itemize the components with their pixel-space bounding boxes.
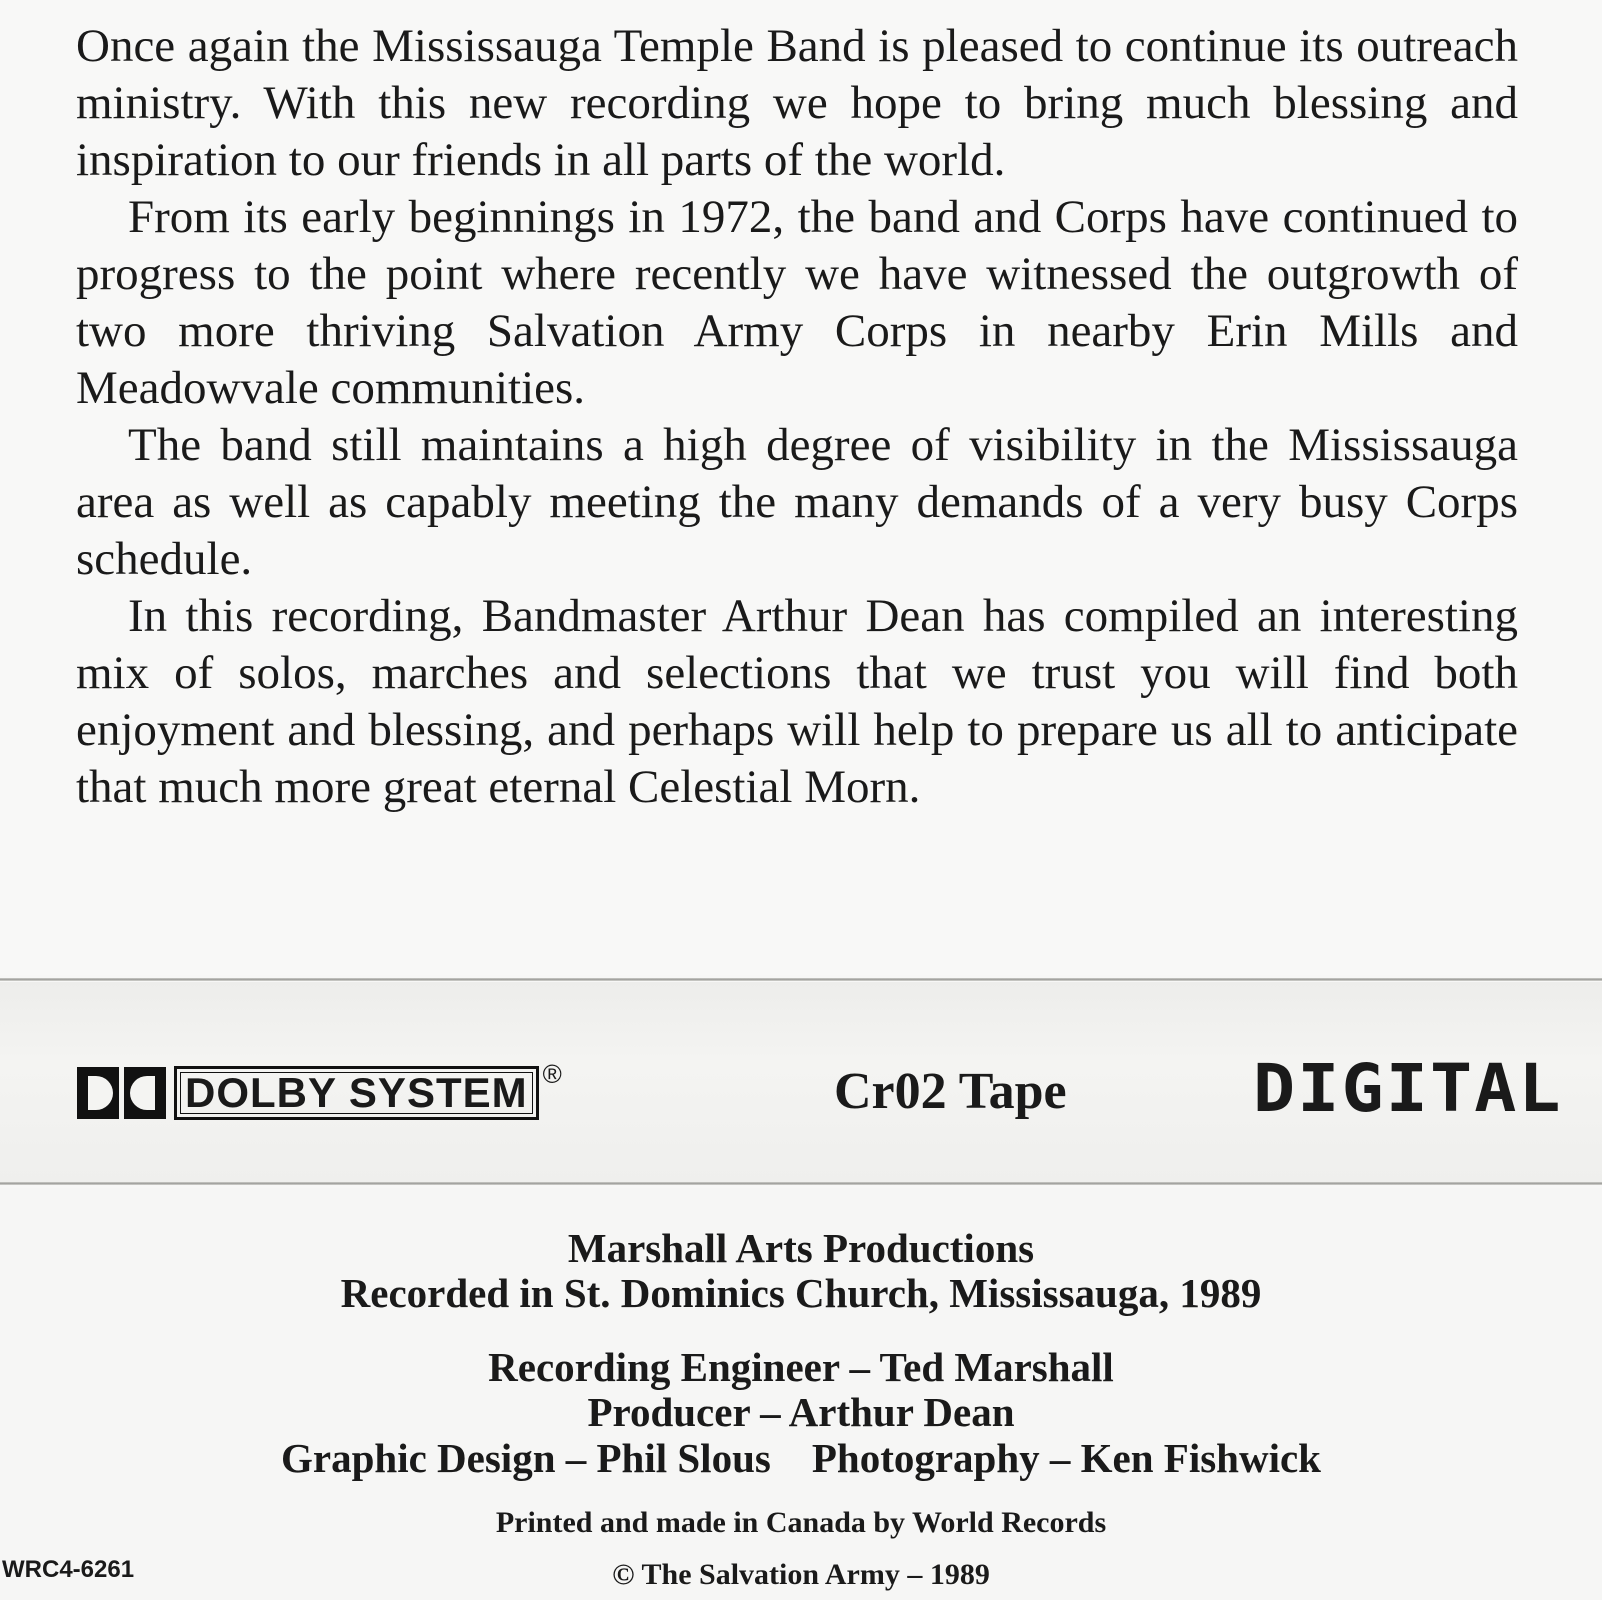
paragraph-2: From its early beginnings in 1972, the band and Corps have continued to progress to the point where recently we have witnessed the outgrowth of two more thriving Salvation Army Corps in nearby Erin Mills and Meadowvale communities. (76, 191, 1518, 414)
paragraph-1: Once again the Mississauga Temple Band is pleased to continue its outreach ministry. With this new recording we hope to bring much blessing and inspiration to our friends in all parts of the world. (76, 20, 1518, 186)
production-company: Marshall Arts Productions (567, 1225, 1035, 1271)
printed-by: Printed and made in Canada by World Records (495, 1506, 1107, 1539)
dolby-badge (76, 1059, 562, 1123)
photography-credit: Photography – Ken Fishwick (811, 1435, 1321, 1481)
fold-line-lower (0, 1182, 1602, 1185)
recorded-location: Recorded in St. Dominics Church, Mississauga, 1989 (340, 1270, 1262, 1316)
copyright: © The Salvation Army – 1989 (612, 1558, 990, 1591)
dolby-system-label: DOLBY SYSTEM (174, 1066, 539, 1120)
graphic-design-credit: Graphic Design – Phil Slous (281, 1435, 771, 1481)
tape-type-label: Cr02 Tape (834, 1063, 1067, 1120)
dolby-double-d-icon (76, 1066, 168, 1120)
fold-line-upper (0, 978, 1602, 981)
design-photo-credits (0, 1436, 1602, 1481)
copyright-line (0, 1558, 1602, 1592)
recording-engineer: Recording Engineer – Ted Marshall (488, 1344, 1114, 1390)
catalog-number: WRC4-6261 (2, 1556, 135, 1583)
producer: Producer – Arthur Dean (587, 1389, 1015, 1435)
registered-mark: ® (542, 1059, 562, 1089)
paragraph-4: In this recording, Bandmaster Arthur Dean has compiled an interesting mix of solos, marches and selections that we trust you will find both enjoyment and blessing, and perhaps will help to prepare us all to anticipate that much more great eternal Celestial Morn. (76, 590, 1518, 813)
digital-logo: DIGITAL (1253, 1050, 1563, 1127)
liner-notes-text (76, 18, 1518, 816)
paragraph-3: The band still maintains a high degree of visibility in the Mississauga area as well as capably meeting the many demands of a very busy Corps schedule. (76, 419, 1518, 585)
